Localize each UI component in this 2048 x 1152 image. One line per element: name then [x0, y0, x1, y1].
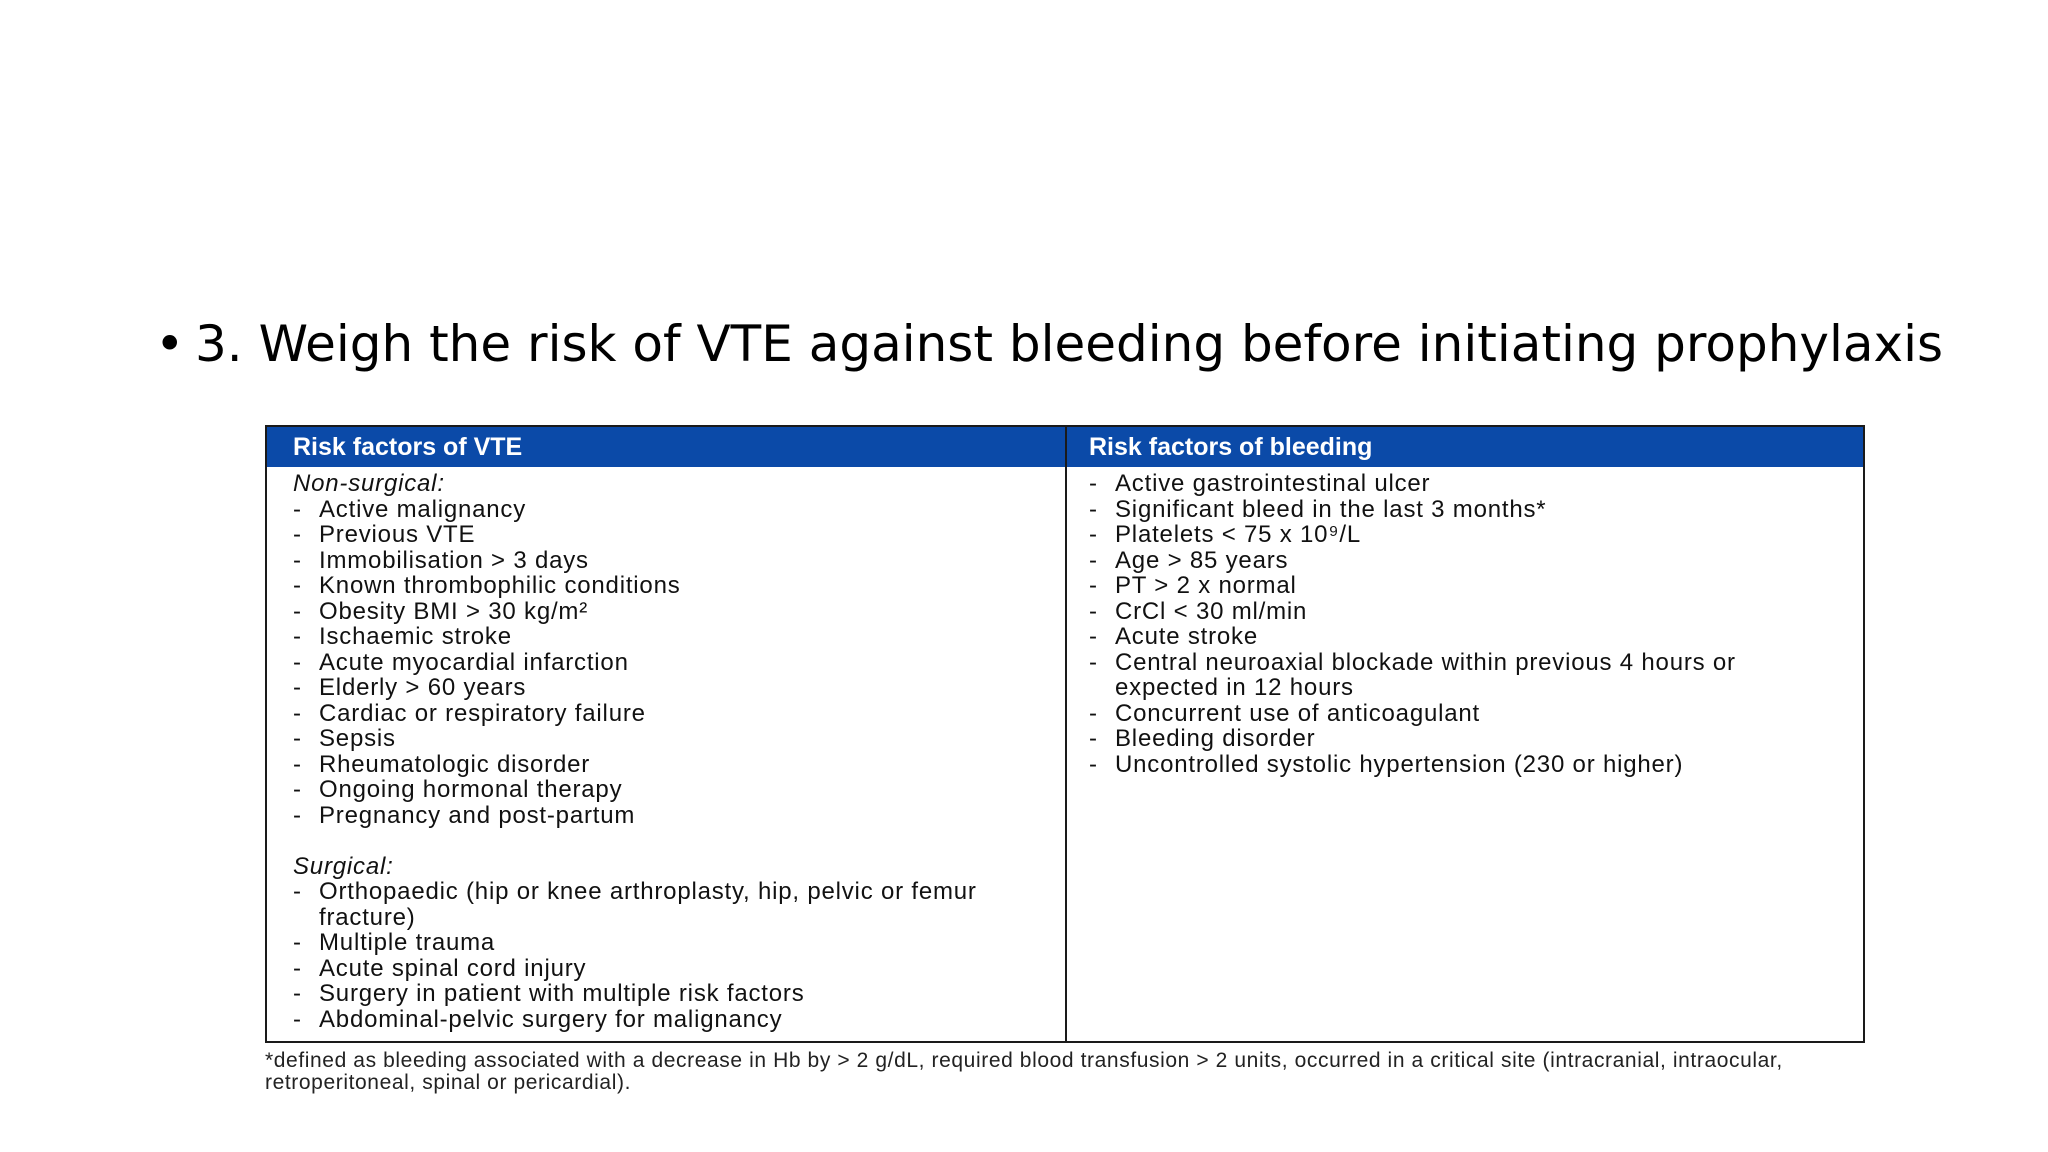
table-footnote: *defined as bleeding associated with a decrease in Hb by > 2 g/dL, required blood transfusion > 2 units, occurred in a critical site (intracranial, intraocular, retroperitoneal, spinal or pericardial).	[265, 1049, 1783, 1094]
bleeding-list	[1089, 471, 1843, 777]
list-item-text: Acute myocardial infarction	[319, 648, 629, 676]
header-vte: Risk factors of VTE	[267, 427, 1067, 467]
dash-marker: -	[293, 801, 302, 829]
dash-marker: -	[1089, 750, 1098, 778]
list-item-text: Rheumatologic disorder	[319, 750, 591, 778]
list-item-text: Concurrent use of anticoagulant	[1115, 699, 1481, 727]
bleeding-risk-column	[1067, 467, 1863, 1041]
list-item-text: Age > 85 years	[1115, 546, 1289, 574]
dash-marker: -	[293, 980, 302, 1007]
list-item	[1089, 599, 1843, 625]
list-item-text: Obesity BMI > 30 kg/m²	[319, 597, 589, 625]
list-item	[293, 573, 1065, 599]
dash-marker: -	[1089, 572, 1098, 599]
risk-factors-table	[265, 425, 1865, 1043]
list-item-text: Abdominal-pelvic surgery for malignancy	[319, 1005, 783, 1033]
list-item	[293, 1007, 1065, 1033]
list-item	[293, 777, 1065, 803]
nonsurgical-list	[293, 497, 1065, 829]
dash-marker: -	[1089, 648, 1098, 676]
dash-marker: -	[293, 597, 302, 625]
dash-marker: -	[293, 725, 302, 752]
bullet-text: 3. Weigh the risk of VTE against bleeding before initiating prophylaxis	[195, 315, 1944, 373]
list-item	[293, 803, 1065, 829]
list-item-text: Immobilisation > 3 days	[319, 546, 589, 574]
dash-marker: -	[1089, 495, 1098, 523]
list-item	[1089, 573, 1843, 599]
list-item	[293, 981, 1065, 1007]
dash-marker: -	[293, 1005, 302, 1033]
list-item	[293, 548, 1065, 574]
list-item	[1089, 726, 1843, 752]
table-header-row	[267, 427, 1863, 467]
list-item	[293, 956, 1065, 982]
list-item-text: Uncontrolled systolic hypertension (230 or higher)	[1115, 750, 1684, 778]
dash-marker: -	[293, 929, 302, 956]
list-item	[1089, 548, 1843, 574]
list-item-text: Sepsis	[319, 725, 396, 752]
dash-marker: -	[1089, 699, 1098, 727]
list-item-text: Orthopaedic (hip or knee arthroplasty, hip, pelvic or femur fracture)	[319, 878, 977, 931]
list-item	[293, 522, 1065, 548]
list-item	[293, 624, 1065, 650]
list-item	[1089, 471, 1843, 497]
vte-risk-column	[267, 467, 1067, 1041]
list-item-text: Pregnancy and post-partum	[319, 801, 636, 829]
dash-marker: -	[293, 648, 302, 676]
section-spacer	[293, 828, 1065, 854]
list-item-text: Multiple trauma	[319, 929, 496, 956]
list-item-text: Active gastrointestinal ulcer	[1115, 470, 1431, 497]
dash-marker: -	[1089, 623, 1098, 650]
dash-marker: -	[293, 572, 302, 599]
list-item-text: Previous VTE	[319, 521, 476, 548]
list-item-text: Ongoing hormonal therapy	[319, 776, 623, 803]
dash-marker: -	[293, 495, 302, 523]
list-item-text: Central neuroaxial blockade within previous 4 hours or expected in 12 hours	[1115, 648, 1736, 701]
list-item	[293, 879, 1065, 930]
list-item	[1089, 752, 1843, 778]
dash-marker: -	[293, 623, 302, 650]
list-item-text: Surgery in patient with multiple risk factors	[319, 980, 805, 1007]
list-item-text: Bleeding disorder	[1115, 725, 1316, 752]
surgical-list	[293, 879, 1065, 1032]
dash-marker: -	[293, 521, 302, 548]
list-item-text: PT > 2 x normal	[1115, 572, 1297, 599]
list-item-text: Active malignancy	[319, 495, 527, 523]
dash-marker: -	[293, 699, 302, 727]
list-item	[1089, 701, 1843, 727]
list-item	[1089, 650, 1843, 701]
list-item-text: Acute spinal cord injury	[319, 954, 587, 982]
dash-marker: -	[293, 954, 302, 982]
list-item-text: Significant bleed in the last 3 months*	[1115, 495, 1547, 523]
dash-marker: -	[1089, 546, 1098, 574]
list-item-text: Known thrombophilic conditions	[319, 572, 681, 599]
list-item	[293, 650, 1065, 676]
list-item	[293, 701, 1065, 727]
list-item	[293, 752, 1065, 778]
table-body-row	[267, 467, 1863, 1041]
surgical-label: Surgical:	[293, 852, 394, 880]
list-item-text: CrCl < 30 ml/min	[1115, 597, 1308, 625]
list-item	[293, 675, 1065, 701]
list-item	[1089, 522, 1843, 548]
list-item	[293, 726, 1065, 752]
slide-bullet-heading	[155, 312, 1943, 376]
list-item-text: Cardiac or respiratory failure	[319, 699, 646, 727]
list-item-text: Elderly > 60 years	[319, 674, 527, 701]
dash-marker: -	[293, 750, 302, 778]
dash-marker: -	[1089, 725, 1098, 752]
list-item-text: Ischaemic stroke	[319, 623, 512, 650]
list-item	[293, 497, 1065, 523]
list-item-text: Platelets < 75 x 10⁹/L	[1115, 521, 1362, 548]
bullet-icon: •	[155, 315, 185, 373]
dash-marker: -	[293, 878, 302, 905]
list-item	[1089, 497, 1843, 523]
dash-marker: -	[1089, 597, 1098, 625]
dash-marker: -	[1089, 470, 1098, 497]
list-item	[293, 599, 1065, 625]
dash-marker: -	[293, 776, 302, 803]
list-item	[293, 930, 1065, 956]
list-item-text: Acute stroke	[1115, 623, 1258, 650]
dash-marker: -	[1089, 521, 1098, 548]
nonsurgical-label: Non-surgical:	[293, 470, 445, 497]
header-bleeding: Risk factors of bleeding	[1089, 432, 1373, 461]
dash-marker: -	[293, 674, 302, 701]
dash-marker: -	[293, 546, 302, 574]
list-item	[1089, 624, 1843, 650]
